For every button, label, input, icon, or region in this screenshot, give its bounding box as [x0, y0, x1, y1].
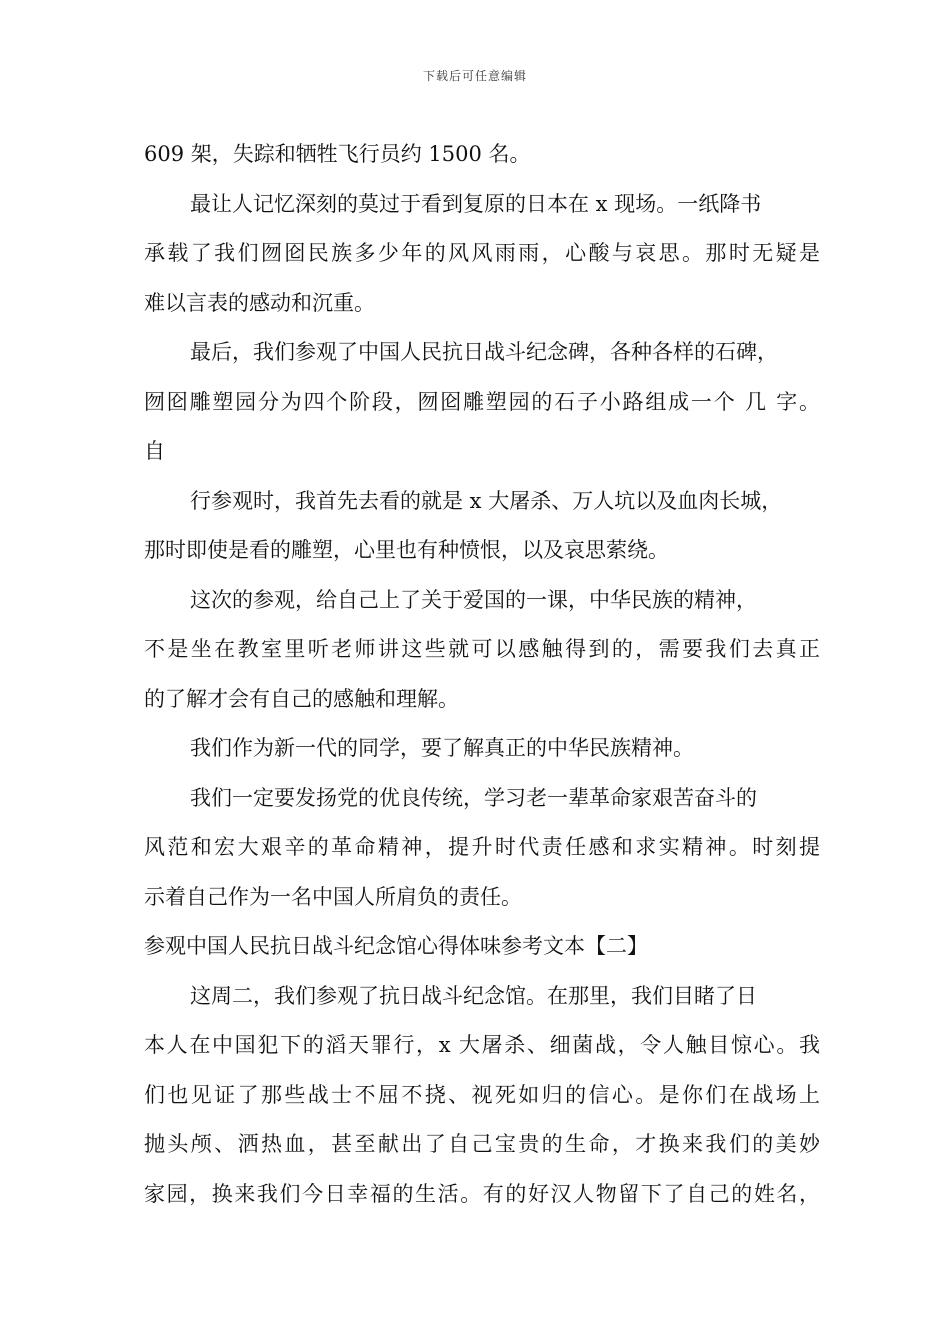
- text-line: 最后，我们参观了中国人民抗日战斗纪念碑，各种各样的石碑，: [190, 340, 778, 364]
- text-line: 这次的参观，给自己上了关于爱国的一课，中华民族的精神，: [190, 587, 757, 612]
- section-heading: 参观中国人民抗日战斗纪念馆心得体味参考文本【二】: [144, 934, 648, 958]
- document-body: [144, 130, 820, 1219]
- text-line: 这周二，我们参观了抗日战斗纪念馆。在那里，我们目睹了日: [190, 983, 757, 1008]
- text-line: 那时即使是看的雕塑，心里也有种愤恨，以及哀思萦绕。: [144, 538, 669, 562]
- text-line: 最让人记忆深刻的莫过于看到复原的日本在 x 现场。一纸降书: [190, 191, 762, 216]
- text-line: 我们一定要发扬党的优良传统，学习老一辈革命家艰苦奋斗的: [190, 785, 757, 810]
- text-line: 风范和宏大艰辛的革命精神，提升时代责任感和求实精神。时刻提: [144, 835, 820, 859]
- text-line: 家园，换来我们今日幸福的生活。有的好汉人物留下了自己的姓名，: [144, 1181, 820, 1206]
- text-line: 们也见证了那些战士不屈不挠、视死如归的信心。是你们在战场上: [144, 1082, 820, 1107]
- text-line: 示着自己作为一名中国人所肩负的责任。: [144, 884, 522, 909]
- text-line: 自: [144, 439, 165, 463]
- text-line: 行参观时，我首先去看的就是 x 大屠杀、万人坑以及血肉长城，: [190, 488, 783, 513]
- text-line: 抛头颅、洒热血，甚至献出了自己宝贵的生命，才换来我们的美妙: [144, 1132, 820, 1156]
- text-line: 难以言表的感动和沉重。: [144, 290, 375, 315]
- page-header: 下载后可任意编辑: [422, 69, 527, 83]
- text-line: 本人在中国犯下的滔天罪行，x 大屠杀、细菌战，令人触目惊心。我: [144, 1033, 820, 1057]
- text-line: 不是坐在教室里听老师讲这些就可以感触得到的，需要我们去真正: [144, 637, 820, 661]
- text-line: 609 架，失踪和牺牲飞行员约 1500 名。: [144, 142, 531, 166]
- text-line: 承载了我们囫囵民族多少年的风风雨雨，心酸与哀思。那时无疑是: [144, 241, 820, 265]
- text-line: 我们作为新一代的同学，要了解真正的中华民族精神。: [190, 736, 694, 760]
- text-line: 的了解才会有自己的感触和理解。: [144, 686, 459, 711]
- text-line: 囫囵雕塑园分为四个阶段，囫囵雕塑园的石子小路组成一个 几 字。: [144, 389, 820, 414]
